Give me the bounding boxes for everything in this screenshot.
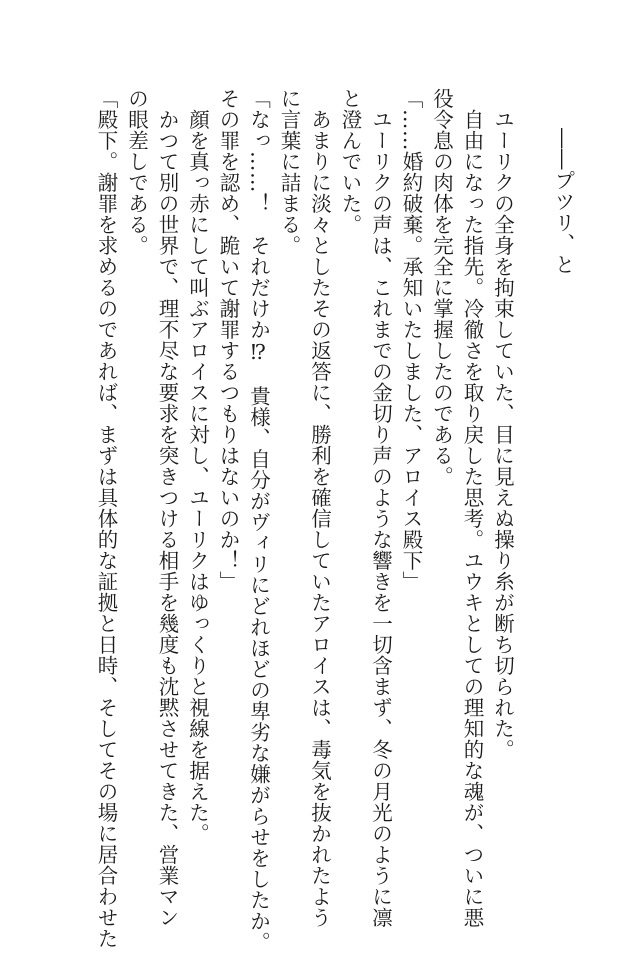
text-line-8: に言葉に詰まる。 [277, 88, 301, 256]
text-line-13: の眼差しである。 [124, 88, 149, 256]
text-line-10: その罪を認め、跪いて謝罪するつもりはないのか！」 [216, 88, 240, 592]
text-line-9: 「なっ……！ それだけか⁉ 貴様、自分がヴィリにどれほどの卑劣な嫌がらせをしたか。 [246, 88, 271, 953]
text-line-11: 顔を真っ赤にして叫ぶアロイスに対し、ユーリクはゆっくりと視線を据えた。 [185, 88, 210, 844]
scene-opening-line: ――プツリ、と [551, 128, 575, 275]
text-line-1: ユーリクの全身を拘束していた、目に見えぬ操り糸が断ち切られた。 [490, 88, 515, 760]
text-line-6: と澄んでいた。 [338, 88, 362, 235]
text-line-14: 「殿下。謝罪を求めるのであれば、まずは具体的な証拠と日時、そしてその場に居合わせた [94, 88, 118, 949]
text-line-7: あまりに淡々としたその返答に、勝利を確信していたアロイスは、毒気を抜かれたよう [307, 88, 332, 928]
text-line-2: 自由になった指先。冷徹さを取り戻した思考。ユウキとしての理知的な魂が、ついに悪 [460, 88, 484, 928]
text-line-5: ユーリクの声は、これまでの金切り声のような響きを一切含まず、冬の月光のように凛 [368, 88, 393, 928]
text-line-3: 役令息の肉体を完全に掌握したのである。 [429, 88, 454, 487]
text-line-4: 「……婚約破棄。承知いたしました、アロイス殿下」 [399, 88, 423, 592]
vertical-text-body [91, 88, 579, 953]
text-line-12: かつて別の世界で、理不尽な要求を突きつける相手を幾度も沈黙させてきた、営業マン [155, 88, 179, 928]
